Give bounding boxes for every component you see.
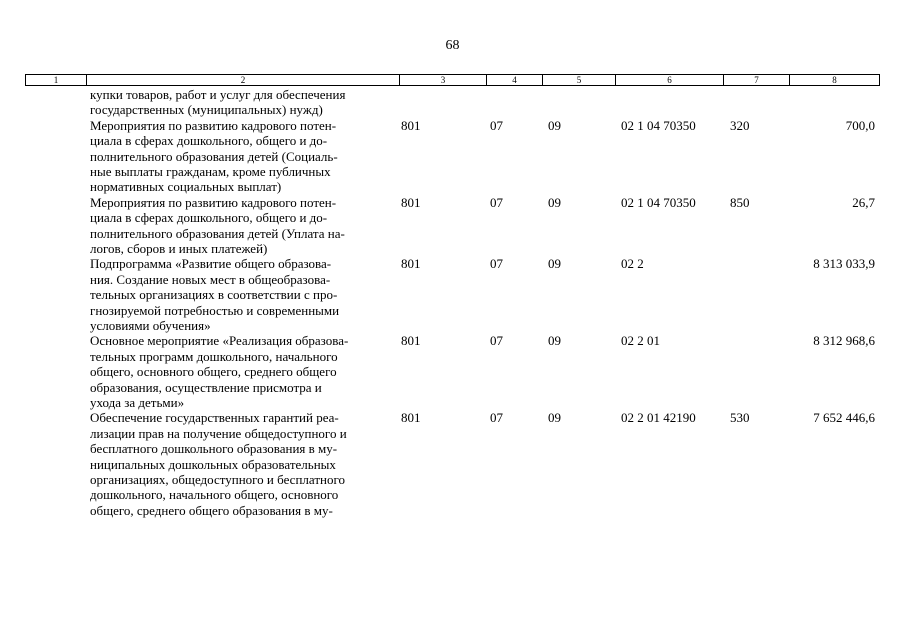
column-header-6: 6 [615,75,723,85]
page-number: 68 [445,38,460,53]
description-line: купки товаров, работ и услуг для обеспечения [90,87,346,102]
description-line: циала в сферах дошкольного, общего и до- [90,133,328,149]
subsection-code: 09 [548,333,561,349]
column-header-3: 3 [399,75,486,85]
column-header-7: 7 [723,75,789,85]
admin-code: 801 [401,256,421,272]
description-line: Обеспечение государственных гарантий реа- [90,410,339,426]
description-line: полнительного образования детей (Социаль- [90,148,338,164]
row-description [90,410,395,518]
description-line: лизации прав на получение общедоступного и [90,425,347,441]
target-article-code: 02 1 04 70350 [621,117,696,133]
description-line: образования, осуществление присмотра и [90,379,322,395]
description-line: логов, сборов и иных платежей) [90,241,268,257]
description-line: полнительного образования детей (Уплата на- [90,225,345,241]
amount: 7 652 446,6 [813,410,875,426]
description-line: нормативных социальных выплат) [90,179,282,195]
section-code: 07 [490,194,503,210]
section-code: 07 [490,410,503,426]
column-header-5: 5 [542,75,615,85]
section-code: 07 [490,117,503,133]
column-header-4: 4 [486,75,542,85]
description-line: дошкольного, начального общего, основного [90,487,339,503]
expense-type-code: 850 [730,194,750,210]
target-article-code: 02 2 01 [621,333,660,349]
row-description [90,256,395,333]
description-line: ухода за детьми» [90,395,185,411]
target-article-code: 02 1 04 70350 [621,194,696,210]
subsection-code: 09 [548,194,561,210]
admin-code: 801 [401,117,421,133]
amount: 26,7 [852,194,875,210]
target-article-code: 02 2 [621,256,644,272]
subsection-code: 09 [548,117,561,133]
description-line: Мероприятия по развитию кадрового потен- [90,194,337,210]
description-line: Мероприятия по развитию кадрового потен- [90,117,337,133]
description-line: Подпрограмма «Развитие общего образова- [90,256,332,272]
section-code: 07 [490,333,503,349]
admin-code: 801 [401,333,421,349]
description-line: общего, среднего общего образования в му- [90,502,333,518]
description-line: общего, основного общего, среднего общего [90,364,337,380]
description-line: государственных (муниципальных) нужд) [90,102,323,118]
admin-code: 801 [401,410,421,426]
column-header-8: 8 [789,75,879,85]
description-line: тельных организациях в соответствии с про- [90,287,338,303]
amount: 8 313 033,9 [813,256,875,272]
row-description [90,195,395,257]
description-line: условиями обучения» [90,318,211,334]
column-header-1: 1 [53,75,59,85]
description-line: ниципальных дошкольных образовательных [90,456,336,472]
description-line: Основное мероприятие «Реализация образова- [90,333,349,349]
amount: 700,0 [845,117,875,133]
description-line: ния. Создание новых мест в общеобразова- [90,271,331,287]
row-description [90,118,395,195]
section-code: 07 [490,256,503,272]
expense-type-code: 530 [730,410,750,426]
table-header-row [25,74,880,86]
description-line: организациях, общедоступного и бесплатного [90,472,345,488]
description-line: ные выплаты гражданам, кроме публичных [90,164,331,180]
admin-code: 801 [401,194,421,210]
subsection-code: 09 [548,410,561,426]
subsection-code: 09 [548,256,561,272]
expense-type-code: 320 [730,117,750,133]
column-header-2: 2 [86,75,399,85]
target-article-code: 02 2 01 42190 [621,410,696,426]
row-description [90,87,395,118]
description-line: циала в сферах дошкольного, общего и до- [90,210,328,226]
description-line: гнозируемой потребностью и современными [90,302,340,318]
description-line: бесплатного дошкольного образования в му- [90,441,338,457]
description-line: тельных программ дошкольного, начального [90,348,338,364]
row-description [90,333,395,410]
amount: 8 312 968,6 [813,333,875,349]
